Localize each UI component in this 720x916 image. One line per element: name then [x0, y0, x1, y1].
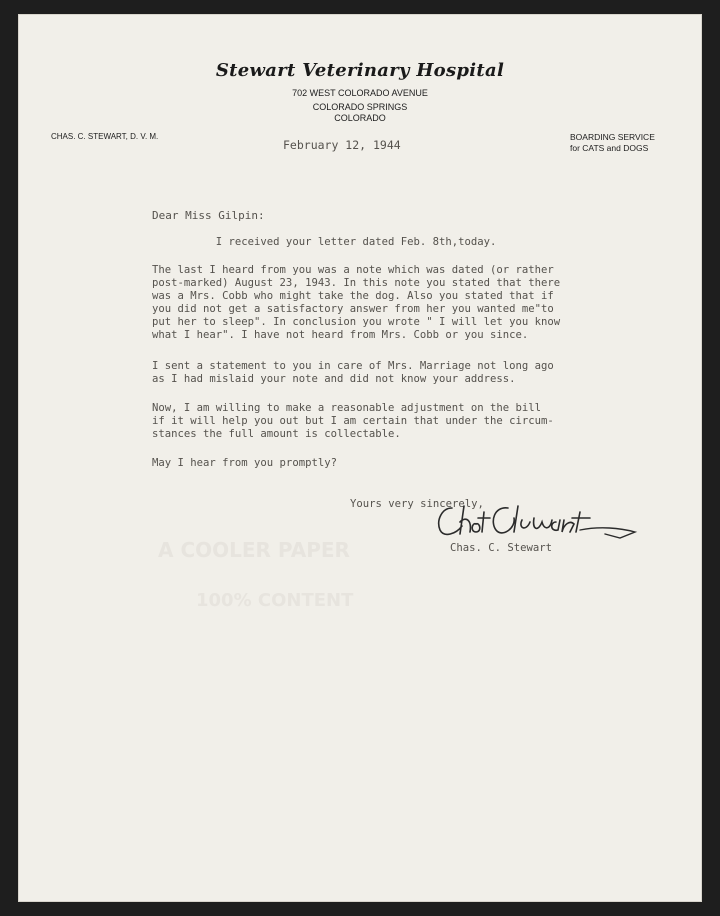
- address-line3: COLORADO: [334, 113, 386, 123]
- address-line2: COLORADO SPRINGS: [312, 102, 408, 112]
- letter-date: February 12, 1944: [283, 138, 401, 152]
- paragraph-4: Now, I am willing to make a reasonable adjustment on the bill if it will help you out but I am certain that under the circum- stances the full amount is collectable.: [152, 402, 554, 440]
- doctor-name: CHAS. C. STEWART, D. V. M.: [51, 132, 159, 141]
- paragraph-5: May I hear from you promptly?: [152, 457, 337, 469]
- paragraph-3: I sent a statement to you in care of Mrs. Marriage not long ago as I had mislaid your note and did not know your address.: [152, 360, 554, 385]
- handwritten-signature: [430, 498, 640, 544]
- closing: Yours very sincerely,: [350, 498, 484, 510]
- address-line1: 702 WEST COLORADO AVENUE: [292, 88, 428, 98]
- hospital-name: Stewart Veterinary Hospital: [215, 60, 505, 81]
- boarding-service: [570, 132, 680, 154]
- watermark-line1: A COOLER PAPER: [158, 538, 350, 562]
- letter-page: [18, 14, 702, 902]
- service-line1: BOARDING SERVICE: [570, 132, 655, 142]
- paragraph-2: The last I heard from you was a note which was dated (or rather post-marked) August 23, 1943. In this note you stated that there was a Mrs. Cobb who might take the dog. Also you stated that if you did not get a satisfactory answer from her you wanted me"to put her to sleep". In conclusion you wrote " I will let you know what I hear". I have not heard from Mrs. Cobb or you since.: [152, 264, 561, 341]
- watermark-line2: 100% CONTENT: [196, 590, 354, 611]
- salutation: Dear Miss Gilpin:: [152, 209, 265, 222]
- paragraph-1: I received your letter dated Feb. 8th,today.: [152, 236, 497, 248]
- signer-name: Chas. C. Stewart: [450, 542, 553, 554]
- service-line2: for CATS and DOGS: [570, 143, 649, 153]
